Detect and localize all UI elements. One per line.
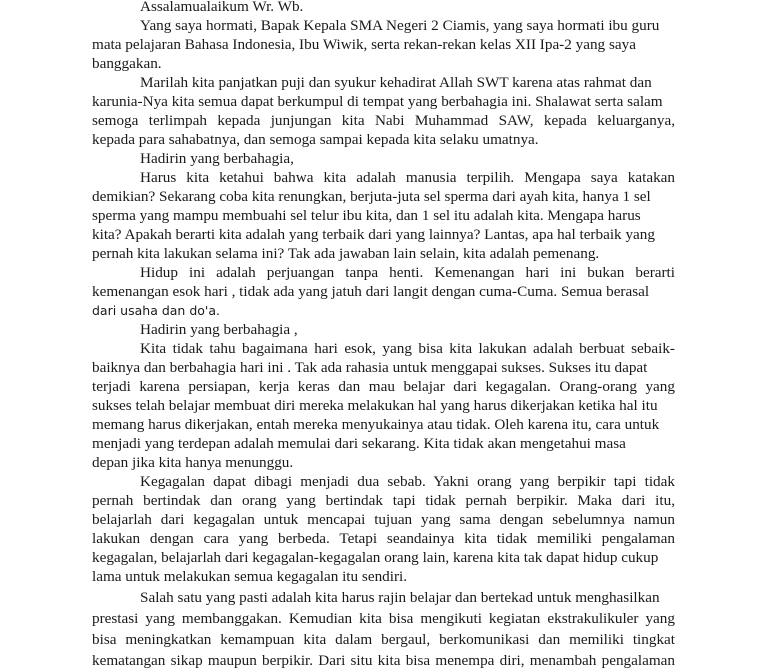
text-line: pernah kita lakukan selama ini? Tak ada jawaban lain selain, kita adalah pemenang. [92,245,600,262]
text-line: kegagalan, belajarlah dari kegagalan-kegagalan orang lain, karena kita tak dapat hidup cukup [92,549,659,566]
text-line: Hadirin yang berbahagia, [140,150,294,167]
text-line: pernah bertindak dan orang yang bertindak tapi tidak pernah berpikir. Maka dari itu, [92,492,675,509]
text-line: memang harus dikerjakan, entah mereka menyukainya atau tidak. Oleh karena itu, cara untuk [92,416,660,433]
text-line: lakukan dengan cara yang berbeda. Tetapi seandainya kita tidak memiliki pengalaman [92,530,675,547]
text-line: bisa meningkatkan kemampuan kita dalam bergaul, berkomunikasi dan memiliki tingkat [92,631,675,648]
text-line: sperma yang mampu membuahi sel telur ibu kita, dan 1 sel itu adalah kita. Mengapa harus [92,207,641,224]
text-line: dari usaha dan do'a. [92,303,220,318]
text-line: Kegagalan dapat dibagi menjadi dua sebab. Yakni orang yang berpikir tapi tidak [140,473,675,490]
text-line: kepada para sahabatnya, dan semoga sampai kepada kita selaku umatnya. [92,131,539,148]
text-line: kematangan sikap maupun berpikir. Dari situ kita bisa menempa diri, menambah pengalaman [92,652,675,669]
text-line: menjadi yang terdepan adalah memulai dari sekarang. Kita tidak akan mengetahui masa [92,435,626,452]
text-line: lama untuk melakukan semua kegagalan itu sendiri. [92,568,408,585]
text-line: belajarlah dari kegagalan untuk mencapai tujuan yang sama dengan sebelumnya namun [92,511,675,528]
text-line: Hidup ini adalah perjuangan tanpa henti. Kemenangan hari ini bukan berarti [140,264,675,281]
text-line: karunia-Nya kita semua dapat berkumpul di tempat yang berbahagia ini. Shalawat serta salam [92,93,663,110]
text-line: demikian? Sekarang coba kita renungkan, berjuta-juta sel sperma dari ayah kita, hanya 1 sel [92,188,651,205]
text-line: Hadirin yang berbahagia , [140,321,298,338]
text-line: banggakan. [92,55,162,72]
text-line: prestasi yang membanggakan. Kemudian kita bisa mengikuti kegiatan ekstrakulikuler yang [92,610,675,627]
text-line: sukses telah belajar membuat diri mereka melakukan hal yang harus dikerjakan ketika hal itu [92,397,658,414]
text-line: Harus kita ketahui bahwa kita adalah manusia terpilih. Mengapa saya katakan [140,169,675,186]
text-line: kemenangan esok hari , tidak ada yang jatuh dari langit dengan cuma-Cuma. Semua berasal [92,283,650,300]
text-line: kita? Apakah berarti kita adalah yang terbaik dari yang lainnya? Lantas, apa hal terbaik yang [92,226,655,243]
text-line: terjadi karena persiapan, kerja keras dan mau belajar dari kegagalan. Orang-orang yang [92,378,675,395]
greeting-line: Assalamualaikum Wr. Wb. [140,0,304,15]
text-line: Salah satu yang pasti adalah kita harus rajin belajar dan bertekad untuk menghasilkan [140,589,660,606]
text-line: semoga terlimpah kepada junjungan kita Nabi Muhammad SAW, kepada keluarganya, [92,112,675,129]
text-line: depan jika kita hanya menunggu. [92,454,294,471]
text-line: baiknya dan berbahagia hari ini . Tak ada rahasia untuk menggapai sukses. Sukses itu dapat [92,359,648,376]
text-line: Kita tidak tahu bagaimana hari esok, yang bisa kita lakukan adalah berbuat sebaik- [140,340,675,357]
text-line: mata pelajaran Bahasa Indonesia, Ibu Wiwik, serta rekan-rekan kelas XII Ipa-2 yang saya [92,36,636,53]
text-line: Yang saya hormati, Bapak Kepala SMA Negeri 2 Ciamis, yang saya hormati ibu guru [140,17,660,34]
text-line: Marilah kita panjatkan puji dan syukur kehadirat Allah SWT karena atas rahmat dan [140,74,652,91]
